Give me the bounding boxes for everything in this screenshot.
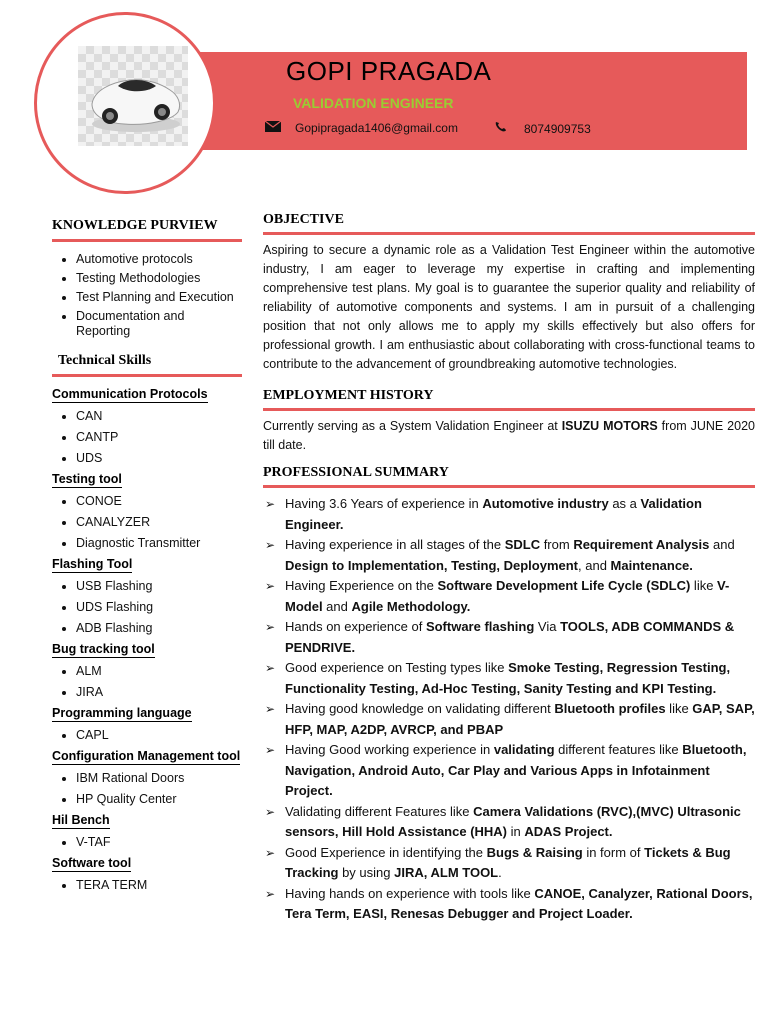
text: Having Experience on the xyxy=(285,578,438,593)
text: Having good knowledge on validating different xyxy=(285,701,555,716)
sidebar xyxy=(52,218,242,899)
summary-item xyxy=(263,494,755,535)
summary-item xyxy=(263,535,755,576)
text: by using xyxy=(338,865,395,880)
bold-text: Software flashing xyxy=(425,619,535,634)
summary-item xyxy=(263,843,755,884)
skill-list xyxy=(52,664,242,700)
main-content xyxy=(263,212,755,925)
skill-group-heading: Flashing Tool xyxy=(52,557,133,571)
envelope-icon xyxy=(265,121,281,135)
text: Good experience on Testing types like xyxy=(285,660,509,675)
skill-item: • CONOE xyxy=(76,494,242,509)
bold-text: Maintenance. xyxy=(610,557,693,573)
skill-list xyxy=(52,771,242,807)
bold-text: ISUZU MOTORS xyxy=(561,419,658,433)
text: Good Experience in identifying the xyxy=(285,844,487,860)
email-contact[interactable] xyxy=(265,121,458,135)
skill-item: • CANTP xyxy=(76,430,242,445)
summary-heading: PROFESSIONAL SUMMARY xyxy=(263,465,755,488)
skill-group-heading: Communication Protocols xyxy=(52,387,208,401)
knowledge-item: • Documentation and Reporting xyxy=(76,309,242,339)
skill-item: • CANALYZER xyxy=(76,515,242,530)
skill-item: • HP Quality Center xyxy=(76,792,242,807)
summary-item xyxy=(263,884,755,925)
text: Having experience in all stages of the xyxy=(285,537,505,552)
text: as a xyxy=(608,496,641,511)
bold-text: Automotive industry xyxy=(482,496,609,511)
summary-item xyxy=(263,699,755,740)
profile-photo xyxy=(78,46,188,146)
job-title: VALIDATION ENGINEER xyxy=(293,95,454,111)
bold-text: Camera Validations (RVC),(MVC) Ultrasonic sensors, Hill Hold Assistance (HHA) xyxy=(285,803,741,839)
skill-group-heading: Hil Bench xyxy=(52,813,110,827)
skill-group-heading: Bug tracking tool xyxy=(52,642,155,656)
skill-group-heading: Testing tool xyxy=(52,472,122,486)
employment-text xyxy=(263,417,755,455)
bold-text: Software Development Life Cycle (SDLC) xyxy=(437,578,691,593)
text: different features like xyxy=(554,742,683,757)
text: . xyxy=(498,865,502,880)
candidate-name: GOPI PRAGADA xyxy=(286,56,492,86)
text: and xyxy=(709,537,735,552)
summary-item xyxy=(263,617,755,658)
summary-item xyxy=(263,576,755,617)
summary-item xyxy=(263,658,755,699)
text: in form of xyxy=(582,844,645,860)
bold-text: JIRA, ALM TOOL xyxy=(394,865,499,880)
skill-item: • ALM xyxy=(76,664,242,679)
bold-text: Agile Methodology. xyxy=(351,598,471,614)
bold-text: SDLC xyxy=(504,537,541,552)
text: in xyxy=(507,824,525,839)
bold-text: Tickets & Bug Tracking xyxy=(285,844,731,880)
skill-item: • USB Flashing xyxy=(76,579,242,594)
bold-text: Bluetooth profiles xyxy=(554,701,666,716)
skill-item: • ADB Flashing xyxy=(76,621,242,636)
bold-text: V-Model xyxy=(285,578,730,614)
objective-heading: OBJECTIVE xyxy=(263,212,755,235)
skill-item: • UDS xyxy=(76,451,242,466)
bold-text: Validation Engineer. xyxy=(285,496,702,532)
skill-item: • UDS Flashing xyxy=(76,600,242,615)
skill-item: • IBM Rational Doors xyxy=(76,771,242,786)
text: Having hands on experience with tools like xyxy=(285,885,535,901)
bold-text: GAP, SAP, HFP, MAP, A2DP, AVRCP, and PBAP xyxy=(285,701,755,737)
text: , and xyxy=(578,557,611,573)
technical-skills-heading: Technical Skills xyxy=(52,353,242,377)
bold-text: TOOLS, ADB COMMANDS & PENDRIVE. xyxy=(285,619,735,655)
phone-contact[interactable] xyxy=(494,121,591,136)
skill-item: • V-TAF xyxy=(76,835,242,850)
skill-list xyxy=(52,835,242,850)
phone-icon xyxy=(494,121,510,136)
employment-heading: EMPLOYMENT HISTORY xyxy=(263,388,755,411)
bold-text: Bluetooth, Navigation, Android Auto, Car Play and Various Apps in Infotainment Project. xyxy=(285,742,747,798)
email-text: Gopipragada1406@gmail.com xyxy=(295,121,458,135)
skill-list xyxy=(52,494,242,551)
text: Having Good working experience in xyxy=(285,742,494,757)
knowledge-list xyxy=(52,252,242,339)
skill-list xyxy=(52,409,242,466)
skill-list xyxy=(52,728,242,743)
bold-text: Bugs & Raising xyxy=(486,844,583,860)
knowledge-heading: KNOWLEDGE PURVIEW xyxy=(52,218,242,242)
skill-group-heading: Programming language xyxy=(52,706,192,720)
skill-list xyxy=(52,878,242,893)
bold-text: validating xyxy=(493,742,555,757)
text: Having 3.6 Years of experience in xyxy=(285,496,483,511)
summary-item xyxy=(263,740,755,802)
technical-skills xyxy=(52,387,242,893)
text: Currently serving as a System Validation Engineer at xyxy=(263,419,562,433)
objective-text: Aspiring to secure a dynamic role as a Validation Test Engineer within the automotive industry, I am eager to leverage my expertise in crafting and implementing comprehensive test plans. My goal is to guarantee the superior quality and reliability of reliability of automotive components and systems. I am in pursuit of a challenging position that not only allows me to apply my skills effectively but also offers for professional growth. I am enthusiastic about collaborating with cross-functional teams to contribute to the advancement of groundbreaking automotive technologies. xyxy=(263,243,755,371)
skill-item: • CAN xyxy=(76,409,242,424)
skill-list xyxy=(52,579,242,636)
summary-list xyxy=(263,494,755,925)
text: like xyxy=(665,701,693,716)
knowledge-item: • Automotive protocols xyxy=(76,252,242,267)
bold-text: ADAS Project. xyxy=(524,824,613,839)
skill-item: • TERA TERM xyxy=(76,878,242,893)
text: Hands on experience of xyxy=(285,619,426,634)
text: Via xyxy=(534,619,561,634)
text: Validating different Features like xyxy=(285,803,474,819)
text: from xyxy=(540,537,574,552)
bold-text: Smoke Testing, Regression Testing, Functionality Testing, Ad-Hoc Testing, Sanity Testing and KPI Testing. xyxy=(285,660,731,696)
skill-item: • CAPL xyxy=(76,728,242,743)
text: from JUNE 2020 till date. xyxy=(263,419,755,452)
skill-group-heading: Configuration Management tool xyxy=(52,749,241,763)
summary-item xyxy=(263,802,755,843)
car-image xyxy=(78,46,188,146)
text: like xyxy=(690,578,718,593)
knowledge-item: • Testing Methodologies xyxy=(76,271,242,286)
skill-item: • JIRA xyxy=(76,685,242,700)
bold-text: Requirement Analysis xyxy=(573,537,710,552)
phone-text: 8074909753 xyxy=(524,122,591,136)
bold-text: Design to Implementation, Testing, Deployment xyxy=(285,557,579,573)
skill-group-heading: Software tool xyxy=(52,856,132,870)
knowledge-item: • Test Planning and Execution xyxy=(76,290,242,305)
skill-item: • Diagnostic Transmitter xyxy=(76,536,242,551)
bold-text: CANOE, Canalyzer, Rational Doors, Tera Term, EASI, Renesas Debugger and Project Loader. xyxy=(285,885,753,921)
text: and xyxy=(322,598,352,614)
